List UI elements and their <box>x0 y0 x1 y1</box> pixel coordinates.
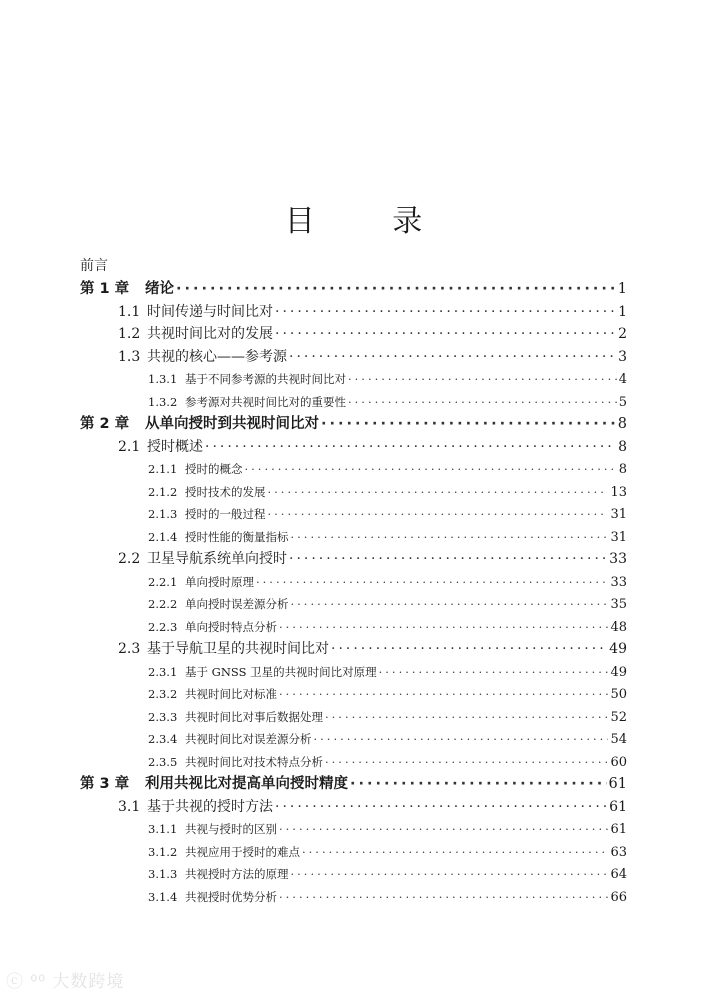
toc-entry-page: 2 <box>618 326 627 342</box>
toc-entry-sec[interactable] <box>80 548 627 571</box>
toc-entry-title: 共视与授时的区别 <box>185 822 277 836</box>
dot-leader <box>268 481 609 504</box>
toc-entry-page: 61 <box>609 798 627 815</box>
toc-entry-title: 时间传递与时间比对 <box>147 303 273 320</box>
toc-entry-preface[interactable] <box>80 254 627 278</box>
toc-entry-number: 3.1.2 <box>148 844 178 859</box>
toc-entry-title: 利用共视比对提高单向授时精度 <box>145 776 348 792</box>
toc-entry-number: 3.1.1 <box>148 822 178 836</box>
dot-leader <box>302 841 608 864</box>
toc-entry-number: 2.2.1 <box>148 574 178 589</box>
toc-entry-number: 2.1.1 <box>148 462 178 476</box>
dot-leader <box>275 796 607 819</box>
toc-entry-number: 2.1.2 <box>148 484 178 499</box>
dot-leader <box>321 413 616 436</box>
toc-entry-page: 64 <box>610 867 627 882</box>
toc-entry-page: 61 <box>608 776 627 792</box>
toc-entry-sub[interactable] <box>80 818 627 841</box>
dot-leader <box>331 638 607 661</box>
toc-entry-number: 第 2 章 <box>80 416 130 432</box>
toc-entry-page: 54 <box>610 732 627 747</box>
toc-entry-title: 基于共视的授时方法 <box>147 798 273 815</box>
toc-entry-title: 共视时间比对标准 <box>185 687 277 701</box>
dot-leader <box>279 683 608 706</box>
toc-entry-page: 1 <box>618 303 627 320</box>
toc-entry-number: 2.3.1 <box>148 664 178 679</box>
toc-entry-sub[interactable] <box>80 706 627 729</box>
toc-entry-title: 授时的概念 <box>185 462 243 476</box>
toc-entry-sec[interactable] <box>80 796 627 819</box>
toc-entry-title: 卫星导航系统单向授时 <box>147 551 287 567</box>
dot-leader <box>314 728 609 751</box>
toc-entry-title: 共视授时优势分析 <box>185 889 277 904</box>
dot-leader <box>275 301 616 324</box>
dot-leader <box>279 886 608 909</box>
toc-entry-sub[interactable] <box>80 616 627 639</box>
dot-leader <box>348 391 617 414</box>
dot-leader <box>279 818 608 841</box>
page-title: 目 录 <box>284 204 457 239</box>
toc-entry-page: 52 <box>610 709 627 725</box>
toc-entry-page: 31 <box>610 507 627 522</box>
dot-leader <box>350 773 607 796</box>
toc-entry-sec[interactable] <box>80 436 627 459</box>
toc-entry-title: 参考源对共视时间比对的重要性 <box>185 394 346 409</box>
toc-entry-page: 61 <box>610 822 627 837</box>
toc-entry-title: 共视时间比对技术特点分析 <box>185 754 323 769</box>
dot-leader <box>205 436 616 459</box>
toc-entry-title: 共视授时方法的原理 <box>185 867 289 881</box>
toc-entry-number: 第 3 章 <box>80 776 130 792</box>
dot-leader <box>176 278 616 301</box>
toc-entry-number: 2.1.3 <box>148 507 178 521</box>
toc-entry-page: 49 <box>610 664 627 680</box>
toc-entry-sub[interactable] <box>80 683 627 706</box>
toc-entry-title: 授时技术的发展 <box>185 484 266 499</box>
toc-entry-sub[interactable] <box>80 526 627 549</box>
toc-entry-title: 单向授时特点分析 <box>185 619 277 634</box>
dot-leader <box>256 571 608 594</box>
dot-leader <box>289 346 616 369</box>
toc-entry-chap[interactable] <box>80 278 627 301</box>
toc-entry-title: 单向授时误差源分析 <box>185 597 289 611</box>
toc-entry-page: 13 <box>610 484 627 500</box>
dot-leader <box>268 503 609 526</box>
toc-entry-title: 共视时间比对误差源分析 <box>185 732 312 746</box>
toc-entry-sub[interactable] <box>80 391 627 414</box>
toc-entry-sub[interactable] <box>80 503 627 526</box>
toc-entry-sub[interactable] <box>80 481 627 504</box>
toc-entry-page: 66 <box>610 889 627 905</box>
toc-entry-title: 共视的核心——参考源 <box>147 348 287 365</box>
toc-entry-number: 1.3.2 <box>148 394 178 409</box>
toc-entry-number: 3.1.4 <box>148 889 178 904</box>
toc-entry-sub[interactable] <box>80 458 627 481</box>
dot-leader <box>275 323 616 346</box>
toc-entry-page: 8 <box>618 438 627 455</box>
toc-entry-sec[interactable] <box>80 301 627 324</box>
watermark-logo: ⓒ ⁰⁰ 大数跨境 <box>6 972 125 992</box>
toc-entry-title: 从单向授时到共视时间比对 <box>145 416 319 432</box>
toc-entry-page: 49 <box>609 641 627 657</box>
toc-entry-number: 2.2.3 <box>148 619 178 634</box>
toc-entry-number: 2.1 <box>118 438 141 455</box>
toc-entry-number: 1.3 <box>118 348 141 365</box>
toc-entry-number: 第 1 章 <box>80 281 130 297</box>
toc-entry-sec[interactable] <box>80 638 627 661</box>
toc-entry-page: 50 <box>610 687 627 702</box>
toc-entry-title: 授时的一般过程 <box>185 507 266 521</box>
toc-entry-number: 2.3.2 <box>148 687 178 701</box>
toc-entry-number: 1.2 <box>118 326 141 342</box>
toc-entry-title: 授时性能的衡量指标 <box>185 529 289 544</box>
toc-entry-page: 63 <box>610 844 627 860</box>
toc-entry-number: 2.2 <box>118 551 141 567</box>
toc-entry-sub[interactable] <box>80 751 627 774</box>
toc-entry-page: 3 <box>618 348 627 365</box>
dot-leader <box>348 368 617 391</box>
toc-entry-number: 1.1 <box>118 303 141 320</box>
toc-entry-page: 48 <box>610 619 627 635</box>
toc-entry-sub[interactable] <box>80 841 627 864</box>
toc-entry-sub[interactable] <box>80 886 627 909</box>
toc-entry-page: 4 <box>618 372 627 387</box>
toc-entry-page: 35 <box>610 597 627 612</box>
toc-entry-number: 2.3.4 <box>148 732 178 746</box>
dot-leader <box>291 526 609 549</box>
toc-entry-sub[interactable] <box>80 728 627 751</box>
toc-entry-title: 共视时间比对的发展 <box>147 326 273 342</box>
toc-entry-sub[interactable] <box>80 593 627 616</box>
toc-entry-number: 3.1.3 <box>148 867 178 881</box>
toc-entry-sub[interactable] <box>80 368 627 391</box>
dot-leader <box>291 863 609 886</box>
dot-leader <box>289 548 607 571</box>
toc-entry-page: 1 <box>617 281 627 297</box>
toc-entry-number: 3.1 <box>118 798 141 815</box>
toc-entry-title: 基于不同参考源的共视时间比对 <box>185 372 346 386</box>
toc-entry-title: 共视时间比对事后数据处理 <box>185 709 323 724</box>
toc-entry-title: 绪论 <box>145 281 174 297</box>
dot-leader <box>245 458 617 481</box>
toc-entry-page: 33 <box>610 574 627 590</box>
toc-entry-number: 1.3.1 <box>148 372 178 386</box>
toc-entry-sec[interactable] <box>80 346 627 369</box>
toc-entry-sub[interactable] <box>80 661 627 684</box>
toc-entry-sub[interactable] <box>80 571 627 594</box>
toc-entry-page: 31 <box>610 529 627 545</box>
toc-entry-title: 前言 <box>80 258 108 274</box>
dot-leader <box>325 706 608 729</box>
toc-entry-chap[interactable] <box>80 413 627 436</box>
toc-entry-sub[interactable] <box>80 863 627 886</box>
dot-leader <box>379 661 609 684</box>
toc-entry-number: 2.1.4 <box>148 529 178 544</box>
toc-entry-page: 8 <box>617 416 627 432</box>
toc-entry-page: 60 <box>610 754 627 770</box>
toc-entry-number: 2.3 <box>118 641 141 657</box>
toc-entry-title: 基于导航卫星的共视时间比对 <box>147 641 329 657</box>
toc-entry-page: 8 <box>618 462 627 477</box>
toc-entry-page: 5 <box>618 394 627 410</box>
toc-entry-title: 授时概述 <box>147 438 203 455</box>
table-of-contents <box>80 254 627 908</box>
toc-entry-title: 基于 GNSS 卫星的共视时间比对原理 <box>185 664 377 679</box>
toc-entry-title: 单向授时原理 <box>185 574 254 589</box>
dot-leader <box>325 751 608 774</box>
toc-entry-sec[interactable] <box>80 323 627 346</box>
toc-entry-number: 2.3.5 <box>148 754 178 769</box>
toc-entry-chap[interactable] <box>80 773 627 796</box>
toc-entry-number: 2.3.3 <box>148 709 178 724</box>
dot-leader <box>279 616 608 639</box>
dot-leader <box>291 593 609 616</box>
toc-entry-page: 33 <box>609 551 627 567</box>
toc-entry-number: 2.2.2 <box>148 597 178 611</box>
toc-entry-title: 共视应用于授时的难点 <box>185 844 300 859</box>
